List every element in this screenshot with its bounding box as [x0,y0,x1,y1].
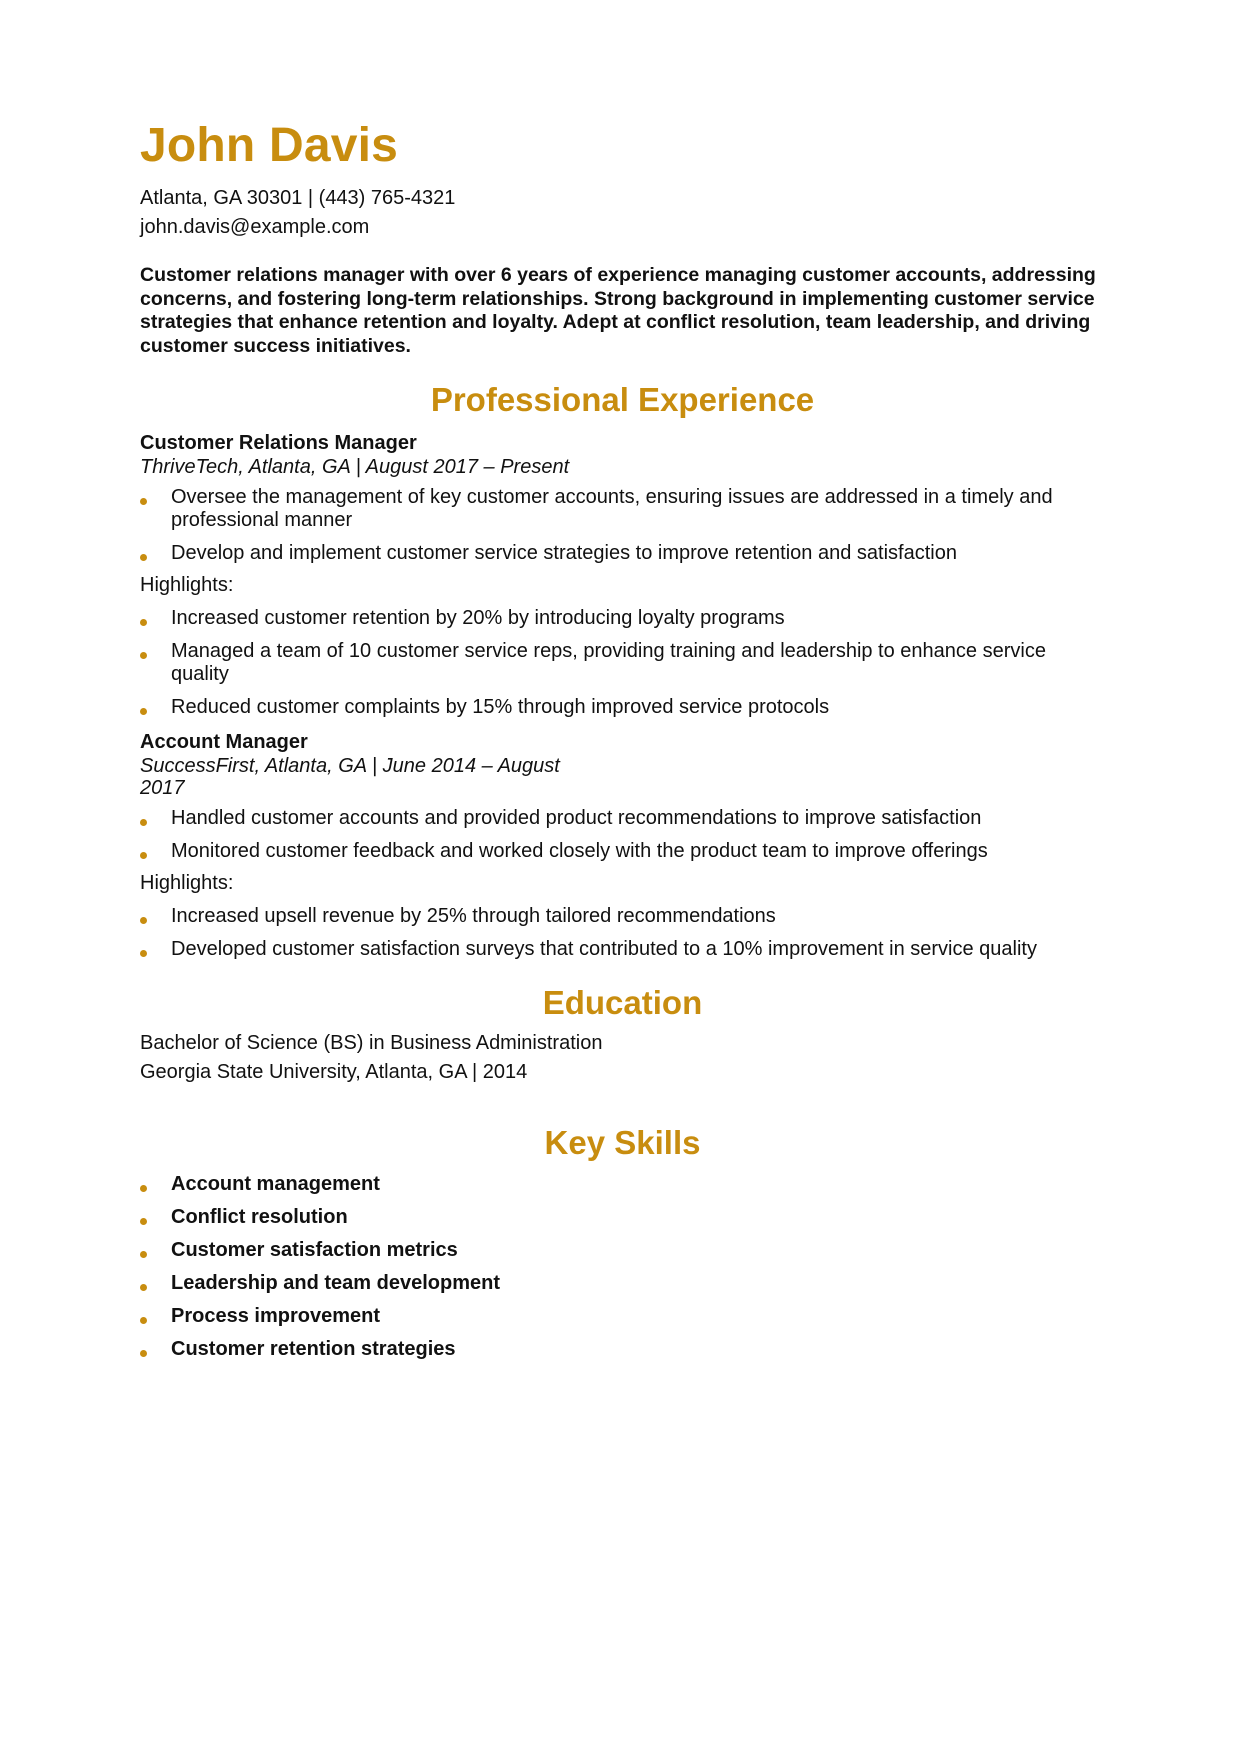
highlight-text: Managed a team of 10 customer service reps, providing training and leadership to enhance service quality [171,640,1046,685]
job-title: Customer Relations Manager [140,432,417,454]
experience-section-title: Professional Experience [430,381,815,418]
bullet-icon [140,1284,147,1291]
list-item [140,696,1105,719]
professional-summary: Customer relations manager with over 6 years of experience managing customer accounts, addressing concerns, and fostering long-term relationships. Strong background in implementing customer service strategies that enhance retention and loyalty. Adept at conflict resolution, team leadership, and driving customer success initiatives. [140,264,1096,357]
list-item [140,1338,1105,1361]
contact-email: john.davis@example.com [140,216,370,238]
highlight-text: Increased customer retention by 20% by introducing loyalty programs [171,607,785,629]
bullet-icon [140,819,147,826]
job-title: Account Manager [140,731,308,753]
list-item [140,1173,1105,1196]
list-item [140,1305,1105,1328]
degree: Bachelor of Science (BS) in Business Administration [140,1032,603,1054]
skill-text: Process improvement [171,1305,380,1327]
skill-text: Conflict resolution [171,1206,348,1228]
job-highlights-list [140,905,1105,961]
list-item [140,1272,1105,1295]
bullet-icon [140,619,147,626]
skill-text: Account management [171,1173,380,1195]
job-duties-list [140,486,1105,565]
list-item [140,807,1105,830]
skill-text: Customer retention strategies [171,1338,456,1360]
skill-text: Customer satisfaction metrics [171,1239,458,1261]
school: Georgia State University, Atlanta, GA | 2014 [140,1061,528,1083]
resume-page [140,118,1105,1371]
list-item [140,1239,1105,1262]
bullet-icon [140,1218,147,1225]
bullet-icon [140,1251,147,1258]
duty-text: Develop and implement customer service strategies to improve retention and satisfaction [171,542,957,564]
bullet-icon [140,708,147,715]
bullet-icon [140,498,147,505]
job-duties-list [140,807,1105,863]
job-entry [140,430,1105,719]
highlight-text: Reduced customer complaints by 15% through improved service protocols [171,696,830,718]
list-item [140,840,1105,863]
bullet-icon [140,852,147,859]
bullet-icon [140,950,147,957]
skills-list [140,1173,1105,1361]
education-entry [140,1029,1105,1087]
job-highlights-list [140,607,1105,719]
job-entry [140,729,1105,961]
highlights-label: Highlights: [140,574,234,596]
list-item [140,905,1105,928]
duty-text: Handled customer accounts and provided product recommendations to improve satisfaction [171,807,982,829]
bullet-icon [140,1185,147,1192]
skill-text: Leadership and team development [171,1272,500,1294]
list-item [140,607,1105,630]
highlights-label: Highlights: [140,872,234,894]
contact-address-phone: Atlanta, GA 30301 | (443) 765-4321 [140,187,456,209]
candidate-name: John Davis [140,119,399,172]
bullet-icon [140,1350,147,1357]
bullet-icon [140,554,147,561]
highlight-text: Increased upsell revenue by 25% through tailored recommendations [171,905,776,927]
job-company-dates: SuccessFirst, Atlanta, GA | June 2014 – August 2017 [140,755,560,799]
duty-text: Oversee the management of key customer accounts, ensuring issues are addressed in a timely and professional manner [171,486,1053,531]
duty-text: Monitored customer feedback and worked closely with the product team to improve offerings [171,840,988,862]
resume-header [140,118,1105,242]
list-item [140,486,1105,532]
skills-section-title: Key Skills [544,1124,701,1161]
bullet-icon [140,917,147,924]
bullet-icon [140,652,147,659]
highlight-text: Developed customer satisfaction surveys that contributed to a 10% improvement in service quality [171,938,1037,960]
job-company-dates: ThriveTech, Atlanta, GA | August 2017 – Present [140,456,570,478]
list-item [140,1206,1105,1229]
list-item [140,938,1105,961]
list-item [140,542,1105,565]
education-section-title: Education [542,984,703,1021]
list-item [140,640,1105,686]
bullet-icon [140,1317,147,1324]
